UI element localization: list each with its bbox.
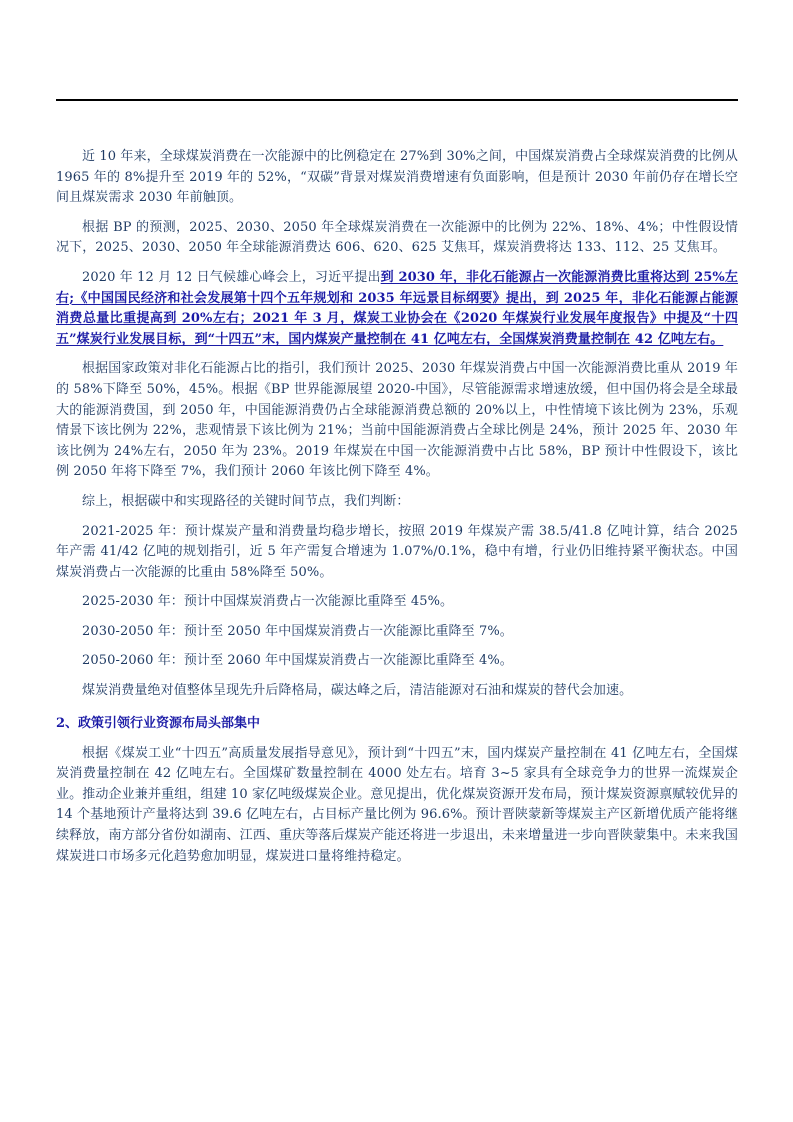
policy-highlight-text: 到 2030 年，非化石能源占一次能源消费比重将达到 25%左右;《中国国民经济和社会发展第十四个五年规划和 2035 年远景目标纲要》提出，到 2025 年，非化石能源占能源消费总量比重提高到 20%左右；2021 年 3 月，煤炭工业协会在《2020 年煤炭行业发展年度报告》中提及“十四五”煤炭行业发展目标，到“十四五”末，国内煤炭产量控制在 41 亿吨左右，全国煤炭消费量控制在 42 亿吨左右。: [56, 269, 739, 347]
paragraph-global-coal-share: 近 10 年来，全球煤炭消费在一次能源中的比例稳定在 27%到 30%之间，中国煤炭消费占全球煤炭消费的比例从 1965 年的 8%提升至 2019 年的 52%，“双碳”背景对煤炭消费增速有负面影响，但是预计 2030 年前仍存在增长空间且煤炭需求 2030 年前触顶。: [56, 149, 738, 206]
paragraph-conclusion-intro: 综上，根据碳中和实现路径的关键时间节点，我们判断：: [82, 493, 410, 509]
paragraph-policy-targets: [56, 268, 738, 350]
header-rule: [56, 99, 738, 101]
report-body: [56, 147, 738, 867]
section-heading: 2、政策引领行业资源布局头部集中: [56, 715, 261, 731]
paragraph-coal-industry-guidance: 根据《煤炭工业“十四五”高质量发展指导意见》，预计到“十四五”末，国内煤炭产量控制在 41 亿吨左右，全国煤炭消费量控制在 42 亿吨左右。全国煤矿数量控制在 4000 处左右。培育 3~5 家具有全球竞争力的世界一流煤炭企业。推动企业兼并重组，组建 10 家亿吨级煤炭企业。意见提出，优化煤炭资源开发布局，预计煤炭资源禀赋较优异的 14 个基地预计产量将达到 39.6 亿吨左右，占目标产量比例为 96.6%。预计晋陕蒙新等煤炭主产区新增优质产能将继续释放，南方部分省份如湖南、江西、重庆等落后煤炭产能还将进一步退出，未来增量进一步向晋陕蒙集中。未来我国煤炭进口市场多元化趋势愈加明显，煤炭进口量将维持稳定。: [56, 745, 738, 864]
paragraph-bp-forecast: 根据 BP 的预测，2025、2030、2050 年全球煤炭消费在一次能源中的比例为 22%、18%、4%；中性假设情况下，2025、2030、2050 年全球能源消费达 606、620、625 艾焦耳，煤炭消费将达 133、112、25 艾焦耳。: [56, 219, 738, 256]
policy-lead-text: 2020 年 12 月 12 日气候雄心峰会上，习近平提出: [82, 269, 381, 285]
paragraph-period-2021-2025: 2021-2025 年：预计煤炭产量和消费量均稳步增长，按照 2019 年煤炭产需 38.5/41.8 亿吨计算，结合 2025 年产需 41/42 亿吨的规划指引，近 5 年产需复合增速为 1.07%/0.1%，稳中有增，行业仍旧维持紧平衡状态。中国煤炭消费占一次能源的比重由 58%降至 50%。: [56, 523, 738, 580]
paragraph-period-2050-2060: 2050-2060 年：预计至 2060 年中国煤炭消费占一次能源比重降至 4%。: [82, 653, 513, 669]
paragraph-summary: 煤炭消费量绝对值整体呈现先升后降格局，碳达峰之后，清洁能源对石油和煤炭的替代会加速。: [82, 683, 633, 699]
paragraph-period-2025-2030: 2025-2030 年：预计中国煤炭消费占一次能源比重降至 45%。: [82, 594, 454, 610]
paragraph-period-2030-2050: 2030-2050 年：预计至 2050 年中国煤炭消费占一次能源比重降至 7%。: [82, 623, 513, 639]
paragraph-china-energy-share: 根据国家政策对非化石能源占比的指引，我们预计 2025、2030 年煤炭消费占中国一次能源消费比重从 2019 年的 58%下降至 50%，45%。根据《BP 世界能源展望 2020-中国》，尽管能源需求增速放缓，但中国仍将会是全球最大的能源消费国，到 2050 年，中国能源消费仍占全球能源消费总额的 20%以上，中性情境下该比例为 23%，乐观情景下该比例为 22%，悲观情景下该比例为 21%；当前中国能源消费占全球比例是 24%，预计 2025 年、2030 年该比例为 24%左右，2050 年为 23%。2019 年煤炭在中国一次能源消费中占比 58%，BP 预计中性假设下，该比例 2050 年将下降至 7%，我们预计 2060 年该比例下降至 4%。: [56, 361, 738, 480]
